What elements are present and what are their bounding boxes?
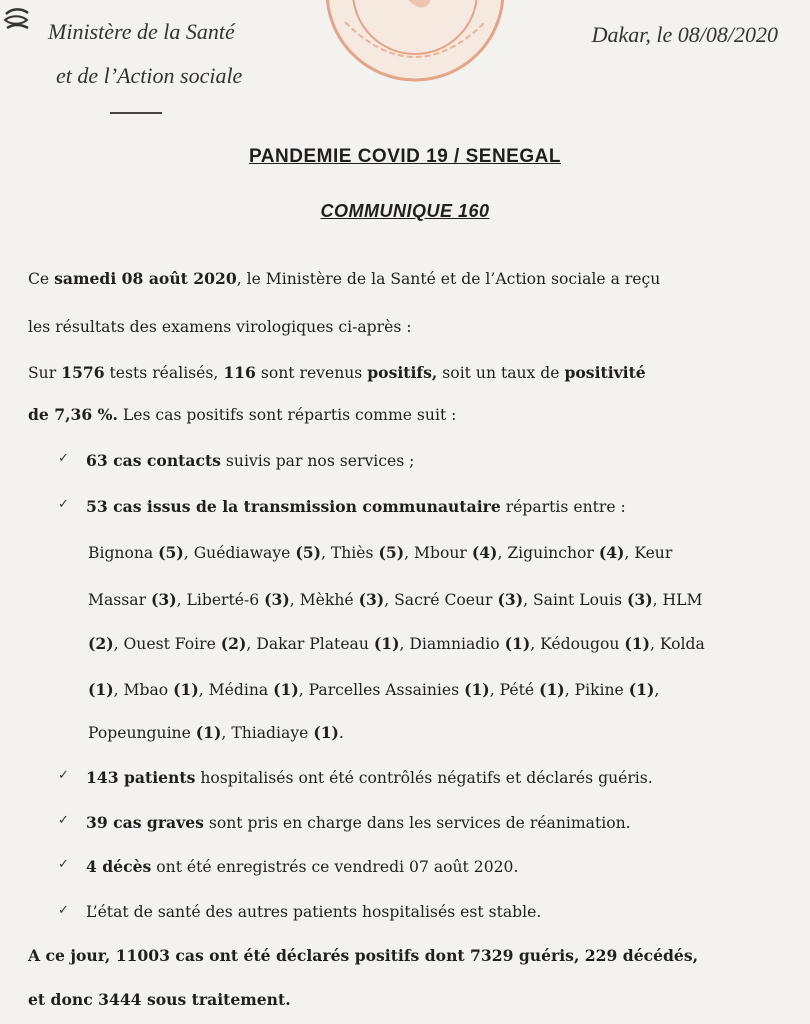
locality-name: , Thiès — [320, 544, 379, 562]
header-divider — [110, 112, 162, 114]
summary-line-1: A ce jour, 11003 cas ont été déclarés positifs dont 7329 guéris, 229 décédés, — [28, 946, 699, 965]
locality-name: , Médina — [198, 681, 274, 699]
locality-name: , Ouest Foire — [113, 635, 221, 653]
case-count: (1) — [539, 680, 565, 699]
locality-name: , Pété — [489, 681, 540, 699]
positivity-label: positivité — [564, 363, 646, 382]
intro-text: tests réalisés, — [104, 364, 224, 382]
recovered-count: 143 patients — [86, 768, 196, 787]
case-count: (3) — [264, 590, 290, 609]
intro-text: sont revenus — [255, 364, 368, 382]
case-count: (2) — [220, 634, 247, 653]
locality-name: , Liberté-6 — [176, 591, 265, 609]
locality-name: , Sacré Coeur — [384, 591, 498, 609]
deaths-count: 4 décès — [86, 857, 152, 876]
positive-label: positifs, — [367, 363, 438, 382]
case-count: (1) — [624, 634, 650, 653]
check-icon: ✓ — [58, 497, 69, 512]
check-icon: ✓ — [58, 451, 69, 466]
locality-name: , Diamniadio — [399, 635, 505, 653]
ministry-line-2: et de l’Action sociale — [56, 63, 243, 88]
case-count: (1) — [173, 680, 199, 699]
intro-line-2: les résultats des examens virologiques ci-après : — [28, 318, 412, 336]
locality-name: , Saint Louis — [523, 591, 627, 609]
case-count: (1) — [464, 680, 490, 699]
cities-line-2 — [88, 590, 702, 609]
item-text: répartis entre : — [500, 498, 626, 516]
locality-name: . — [338, 724, 344, 742]
ministry-line-1: Ministère de la Santé — [48, 19, 235, 44]
case-count: (3) — [358, 590, 385, 609]
check-icon: ✓ — [58, 857, 69, 872]
locality-name: , Kolda — [649, 635, 705, 653]
case-count: (3) — [626, 590, 653, 609]
item-text: sont pris en charge dans les services de réanimation. — [203, 814, 631, 832]
contacts-count: 63 cas contacts — [86, 451, 221, 470]
case-count: (1) — [313, 723, 339, 742]
document-title: PANDEMIE COVID 19 / SENEGAL — [249, 146, 561, 167]
communique-number: COMMUNIQUE 160 — [320, 201, 490, 221]
locality-name: , Thiadiaye — [221, 724, 314, 742]
intro-text: Ce — [28, 270, 55, 288]
intro-text: Les cas positifs sont répartis comme suit : — [117, 406, 457, 424]
case-count: (1) — [373, 634, 400, 653]
case-count: (4) — [598, 543, 625, 562]
locality-name: , Pikine — [564, 681, 629, 699]
check-icon: ✓ — [58, 903, 69, 918]
check-icon: ✓ — [58, 813, 69, 828]
positivity-rate: de 7,36 %. — [28, 405, 118, 424]
locality-name: , Parcelles Assainies — [298, 681, 465, 699]
intro-line-1 — [28, 269, 788, 289]
case-count: (1) — [628, 680, 655, 699]
summary-line-2: et donc 3444 sous traitement. — [28, 990, 291, 1009]
cities-line-4 — [88, 680, 659, 699]
locality-name: Popeunguine — [88, 724, 196, 742]
locality-name: , HLM — [652, 591, 703, 609]
locality-name: , Mbour — [404, 544, 472, 562]
case-count: (5) — [295, 543, 321, 562]
item-text: hospitalisés ont été contrôlés négatifs et déclarés guéris. — [195, 769, 653, 787]
case-count: (5) — [158, 543, 184, 562]
cities-line-3 — [88, 634, 705, 653]
intro-line-4 — [28, 405, 788, 425]
item-text: ont été enregistrés ce vendredi 07 août 2020. — [151, 858, 519, 876]
locality-name: Bignona — [88, 544, 159, 562]
document-date: Dakar, le 08/08/2020 — [591, 22, 778, 47]
intro-text: Sur — [28, 364, 62, 382]
item-text: L’état de santé des autres patients hospitalisés est stable. — [86, 903, 542, 921]
locality-name: , Dakar Plateau — [246, 635, 374, 653]
severe-count: 39 cas graves — [86, 813, 204, 832]
ministry-name — [14, 10, 242, 98]
locality-name: , Guédiawaye — [183, 544, 296, 562]
case-count: (1) — [195, 723, 222, 742]
cities-line-1 — [88, 543, 672, 562]
locality-name: , Ziguinchor — [497, 544, 599, 562]
case-count: (2) — [88, 634, 114, 653]
case-count: (4) — [471, 543, 498, 562]
case-count: (1) — [88, 680, 114, 699]
locality-name: , Kédougou — [530, 635, 625, 653]
case-count: (5) — [378, 543, 405, 562]
tests-count: 1576 — [61, 363, 105, 382]
locality-name: , — [654, 681, 660, 699]
locality-name: Massar — [88, 591, 151, 609]
case-count: (3) — [497, 590, 524, 609]
check-icon: ✓ — [58, 768, 69, 783]
report-date: samedi 08 août 2020 — [54, 269, 237, 288]
intro-text: soit un taux de — [437, 364, 565, 382]
case-count: (3) — [150, 590, 177, 609]
ministry-seal-stamp — [315, 0, 515, 82]
community-count: 53 cas issus de la transmission communautaire — [86, 497, 501, 516]
locality-name: , Mbao — [113, 681, 174, 699]
intro-line-3 — [28, 363, 788, 383]
case-count: (1) — [273, 680, 299, 699]
locality-name: , Keur — [624, 544, 673, 562]
positive-count: 116 — [223, 363, 256, 382]
case-count: (1) — [504, 634, 531, 653]
locality-name: , Mèkhé — [289, 591, 359, 609]
cities-line-5 — [88, 723, 344, 742]
item-text: suivis par nos services ; — [220, 452, 415, 470]
intro-text: , le Ministère de la Santé et de l’Action sociale a reçu — [236, 270, 661, 288]
